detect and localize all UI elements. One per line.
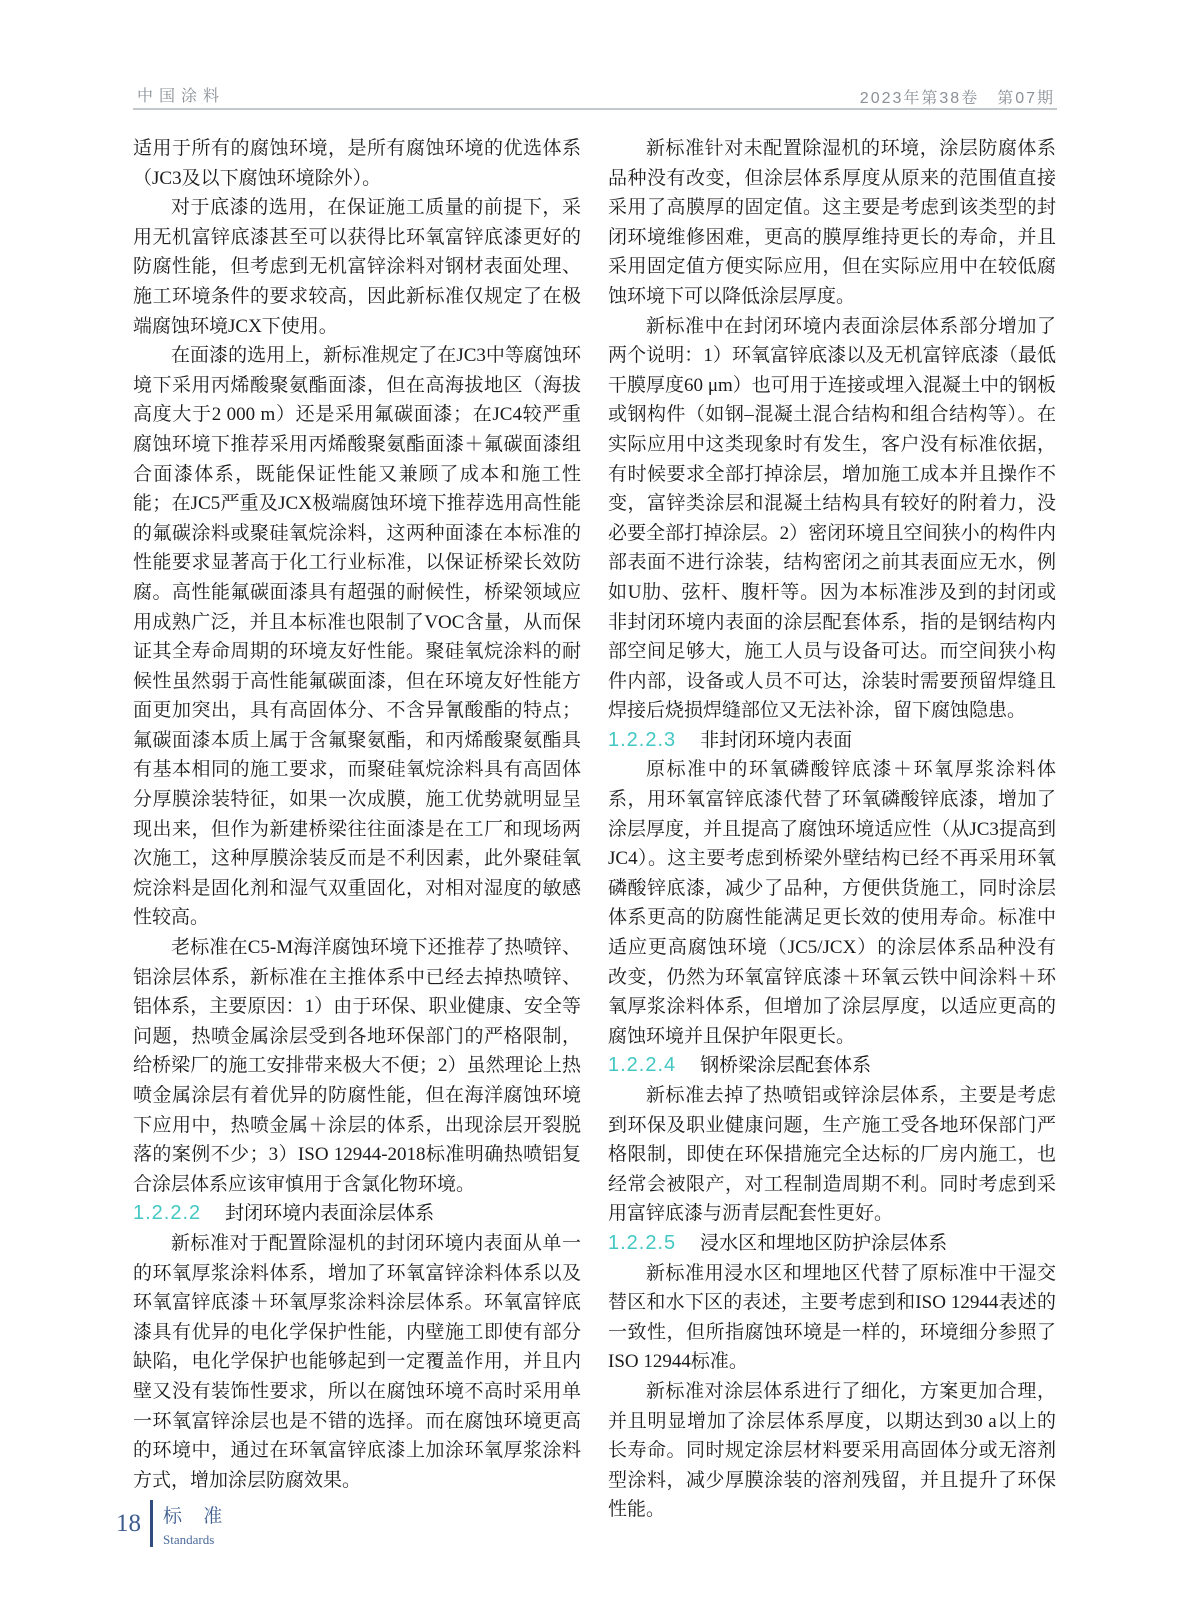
- right-column: [608, 134, 1056, 1525]
- footer-section-label: 标 准: [163, 1506, 231, 1527]
- paragraph: 原标准中的环氧磷酸锌底漆＋环氧厚浆涂料体系，用环氧富锌底漆代替了环氧磷酸锌底漆，增加了涂层厚度，并且提高了腐蚀环境适应性（从JC3提高到JC4）。这主要考虑到桥梁外壁结构已经不再采用环氧磷酸锌底漆，减少了品种，方便供货施工，同时涂层体系更高的防腐性能满足更长效的使用寿命。标准中适应更高腐蚀环境（JC5/JCX）的涂层体系品种没有改变，仍然为环氧富锌底漆＋环氧云铁中间涂料＋环氧厚浆涂料体系，但增加了涂层厚度，以适应更高的腐蚀环境并且保护年限更长。: [608, 759, 1056, 1047]
- left-column: [133, 134, 581, 1495]
- header-divider: [133, 108, 1057, 110]
- section-title: 非封闭环境内表面: [700, 729, 853, 751]
- page-footer: [116, 1498, 230, 1548]
- section-number: 1.2.2.3: [608, 728, 677, 751]
- section-heading: [608, 1229, 1056, 1259]
- footer-divider-bar: [150, 1500, 153, 1547]
- section-title: 封闭环境内表面涂层体系: [225, 1203, 435, 1225]
- section-number: 1.2.2.4: [608, 1054, 677, 1077]
- paragraph: 新标准针对未配置除湿机的环境，涂层防腐体系品种没有改变，但涂层体系厚度从原来的范围值直接采用了高膜厚的固定值。这主要是考虑到该类型的封闭环境维修困难，更高的膜厚维持更长的寿命，并且采用固定值方便实际应用，但在实际应用中在较低腐蚀环境下可以降低涂层厚度。: [608, 138, 1056, 307]
- section-heading: [608, 1051, 1056, 1081]
- section-heading: [133, 1199, 581, 1229]
- page-number: 18: [116, 1510, 141, 1537]
- paragraph: 新标准对涂层体系进行了细化，方案更加合理，并且明显增加了涂层体系厚度，以期达到30 a以上的长寿命。同时规定涂层材料要采用高固体分或无溶剂型涂料，减少厚膜涂装的溶剂残留，并且提升了环保性能。: [608, 1380, 1056, 1521]
- paragraph: 老标准在C5-M海洋腐蚀环境下还推荐了热喷锌、铝涂层体系，新标准在主推体系中已经去掉热喷锌、铝体系，主要原因：1）由于环保、职业健康、安全等问题，热喷金属涂层受到各地环保部门的严格限制，给桥梁厂的施工安排带来极大不便；2）虽然理论上热喷金属涂层有着优异的防腐性能，但在海洋腐蚀环境下应用中，热喷金属＋涂层的体系，出现涂层开裂脱落的案例不少；3）ISO 12944-2018标准明确热喷铝复合涂层体系应该审慎用于含氯化物环境。: [133, 937, 581, 1195]
- section-number: 1.2.2.5: [608, 1231, 677, 1254]
- section-title: 浸水区和埋地区防护涂层体系: [700, 1232, 948, 1254]
- footer-section-label-en: Standards: [163, 1532, 215, 1547]
- paragraph: 新标准用浸水区和埋地区代替了原标准中干湿交替区和水下区的表述，主要考虑到和ISO 12944表述的一致性，但所指腐蚀环境是一样的，环境细分参照了ISO 12944标准。: [608, 1262, 1056, 1373]
- footer-section-labels: [163, 1498, 230, 1548]
- paragraph: 新标准去掉了热喷铝或锌涂层体系，主要是考虑到环保及职业健康问题，生产施工受各地环保部门严格限制，即使在环保措施完全达标的厂房内施工，也经常会被限产，对工程制造周期不利。同时考虑到采用富锌底漆与沥青层配套性更好。: [608, 1085, 1056, 1225]
- section-heading: [608, 726, 1056, 756]
- paragraph: 适用于所有的腐蚀环境，是所有腐蚀环境的优选体系（JC3及以下腐蚀环境除外）。: [133, 138, 581, 189]
- paragraph: 对于底漆的选用，在保证施工质量的前提下，采用无机富锌底漆甚至可以获得比环氧富锌底漆更好的防腐性能，但考虑到无机富锌涂料对钢材表面处理、施工环境条件的要求较高，因此新标准仅规定了在极端腐蚀环境JCX下使用。: [133, 197, 581, 337]
- paragraph: 新标准中在封闭环境内表面涂层体系部分增加了两个说明：1）环氧富锌底漆以及无机富锌底漆（最低干膜厚度60 μm）也可用于连接或埋入混凝土中的钢板或钢构件（如钢–混凝土混合结构和组合结构等）。在实际应用中这类现象时有发生，客户没有标准依据，有时候要求全部打掉涂层，增加施工成本并且操作不变，富锌类涂层和混凝土结构具有较好的附着力，没必要全部打掉涂层。2）密闭环境且空间狭小的构件内部表面不进行涂装，结构密闭之前其表面应无水，例如U肋、弦杆、腹杆等。因为本标准涉及到的封闭或非封闭环境内表面的涂层配套体系，指的是钢结构内部空间足够大，施工人员与设备可达。而空间狭小构件内部，设备或人员不可达，涂装时需要预留焊缝且焊接后烧损焊缝部位又无法补涂，留下腐蚀隐患。: [608, 315, 1056, 722]
- section-title: 钢桥梁涂层配套体系: [700, 1055, 872, 1077]
- section-number: 1.2.2.2: [133, 1202, 202, 1225]
- paragraph: 新标准对于配置除湿机的封闭环境内表面从单一的环氧厚浆涂料体系，增加了环氧富锌涂料体系以及环氧富锌底漆＋环氧厚浆涂料涂层体系。环氧富锌底漆具有优异的电化学保护性能，内壁施工即使有部分缺陷，电化学保护也能够起到一定覆盖作用，并且内壁又没有装饰性要求，所以在腐蚀环境不高时采用单一环氧富锌涂层也是不错的选择。而在腐蚀环境更高的环境中，通过在环氧富锌底漆上加涂环氧厚浆涂料方式，增加涂层防腐效果。: [133, 1232, 581, 1491]
- journal-title: 中国涂料: [137, 88, 226, 105]
- paragraph: 在面漆的选用上，新标准规定了在JC3中等腐蚀环境下采用丙烯酸聚氨酯面漆，但在高海拔地区（海拔高度大于2 000 m）还是采用氟碳面漆；在JC4较严重腐蚀环境下推荐采用丙烯酸聚氨酯面漆＋氟碳面漆组合面漆体系，既能保证性能又兼顾了成本和施工性能；在JC5严重及JCX极端腐蚀环境下推荐选用高性能的氟碳涂料或聚硅氧烷涂料，这两种面漆在本标准的性能要求显著高于化工行业标准，以保证桥梁长效防腐。高性能氟碳面漆具有超强的耐候性，桥梁领域应用成熟广泛，并且本标准也限制了VOC含量，从而保证其全寿命周期的环境友好性能。聚硅氧烷涂料的耐候性虽然弱于高性能氟碳面漆，但在环境友好性能方面更加突出，具有高固体分、不含异氰酸酯的特点；氟碳面漆本质上属于含氟聚氨酯，和丙烯酸聚氨酯具有基本相同的施工要求，而聚硅氧烷涂料具有高固体分厚膜涂装特征，如果一次成膜，施工优势就明显呈现出来，但作为新建桥梁往往面漆是在工厂和现场两次施工，这种厚膜涂装反而是不利因素，此外聚硅氧烷涂料是固化剂和湿气双重固化，对相对湿度的敏感性较高。: [133, 345, 581, 929]
- issue-info: 2023年第38卷 第07期: [859, 90, 1055, 107]
